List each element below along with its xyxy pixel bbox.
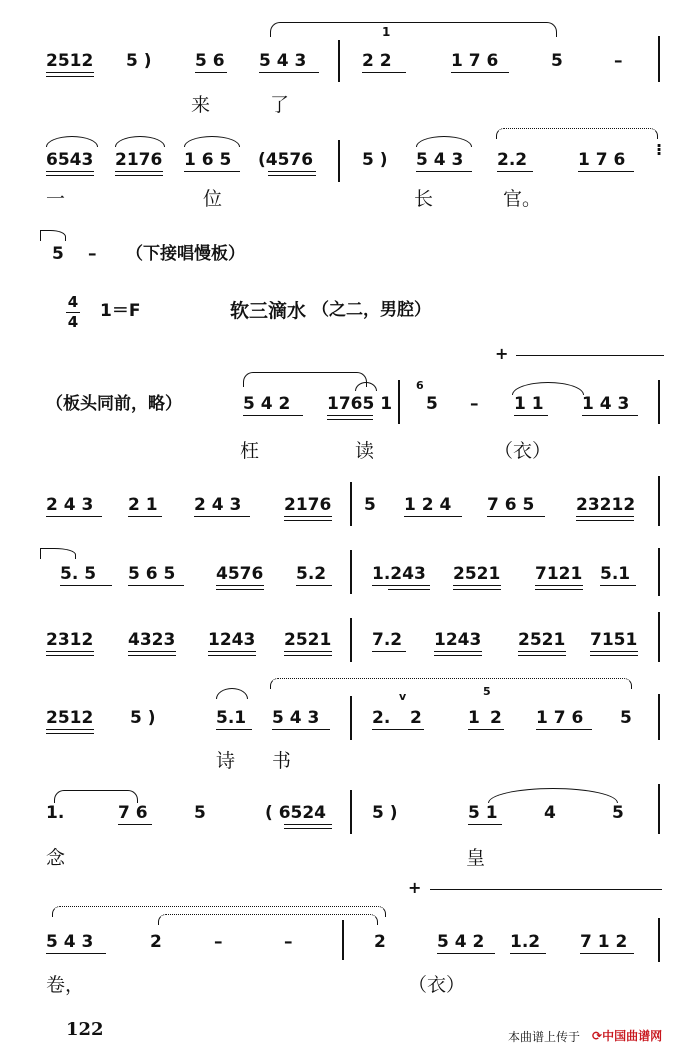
- underline: [243, 415, 303, 416]
- note-group: 5.1: [216, 708, 247, 728]
- barline: [658, 548, 660, 596]
- lyric: 一: [46, 188, 66, 210]
- note-group: 2521: [284, 630, 332, 650]
- underline: [536, 729, 592, 730]
- lyric: 卷，: [46, 974, 85, 996]
- note-group: 2512: [46, 51, 94, 71]
- note-group: 2: [410, 708, 422, 728]
- phrase-dotted-slur: [158, 914, 378, 925]
- note-group: 5 ): [372, 803, 398, 823]
- underline: [518, 651, 566, 652]
- underline: [128, 651, 176, 652]
- underline: [497, 171, 533, 172]
- phrase-dotted-slur: [270, 678, 632, 689]
- underline: [580, 953, 634, 954]
- underline: [208, 651, 256, 652]
- note-group: –: [470, 394, 479, 414]
- underline: [590, 651, 638, 652]
- extension-line: [516, 355, 664, 356]
- grace-note: 1: [382, 25, 391, 39]
- note-group: 5 4 3: [259, 51, 307, 71]
- barline: [658, 380, 660, 424]
- note-group: 2176: [115, 150, 163, 170]
- underline: [208, 655, 256, 656]
- barline: [398, 380, 400, 424]
- underline: [268, 171, 316, 172]
- barline: [658, 918, 660, 962]
- note-group: 23212: [576, 495, 636, 515]
- lyric: 念: [46, 847, 66, 869]
- underline: [115, 175, 163, 176]
- lyric: 位: [203, 188, 223, 210]
- slur: [216, 688, 248, 699]
- lyric: 枉: [240, 440, 260, 462]
- phrase-slur: [243, 372, 367, 387]
- note-group: 1765 1: [327, 394, 393, 414]
- barline: [350, 790, 352, 834]
- barline: [350, 482, 352, 526]
- underline: [46, 171, 94, 172]
- note-group: 5 4 3: [416, 150, 464, 170]
- slur: [40, 548, 76, 559]
- note-group: 2 1: [128, 495, 158, 515]
- underline: [451, 72, 509, 73]
- underline: [60, 585, 112, 586]
- underline: [453, 585, 501, 586]
- logo-icon: ⟳: [592, 1029, 603, 1043]
- dotted-bar: ⁝: [656, 140, 663, 159]
- site-logo: [592, 1027, 662, 1044]
- underline: [535, 585, 583, 586]
- underline: [46, 72, 94, 73]
- barline: [338, 140, 340, 182]
- lyric: 诗: [216, 750, 236, 772]
- note-group: 2176: [284, 495, 332, 515]
- underline: [535, 589, 583, 590]
- slur: [184, 136, 240, 147]
- note-group: 5 1: [468, 803, 498, 823]
- underline: [128, 516, 162, 517]
- note-group: 1 2 4: [404, 495, 452, 515]
- barline: [342, 920, 344, 960]
- underline: [327, 419, 373, 420]
- note-group: 1 7 6: [578, 150, 626, 170]
- barline: [658, 784, 660, 834]
- underline: [514, 415, 548, 416]
- underline: [284, 828, 332, 829]
- phrase-dotted-slur: [496, 128, 658, 139]
- slur: [40, 230, 66, 241]
- note-group: 1: [468, 708, 480, 728]
- note-group: 5 4 2: [243, 394, 291, 414]
- grace-note: 6: [416, 379, 424, 392]
- slur: [115, 136, 165, 147]
- note-group: 2: [374, 932, 386, 952]
- underline: [216, 585, 264, 586]
- note-group: 5 6 5: [128, 564, 176, 584]
- slur: [416, 136, 472, 147]
- underline: [372, 651, 406, 652]
- underline: [184, 171, 240, 172]
- note-group: 2 4 3: [46, 495, 94, 515]
- underline: [46, 76, 94, 77]
- underline: [195, 72, 227, 73]
- slur: [488, 788, 618, 803]
- underline: [434, 655, 482, 656]
- underline: [284, 651, 332, 652]
- note-group: 4576: [216, 564, 264, 584]
- underline: [416, 171, 472, 172]
- note-group: 5: [364, 495, 376, 515]
- underline: [268, 175, 316, 176]
- underline: [510, 953, 546, 954]
- underline: [404, 516, 462, 517]
- note-group: 5.1: [600, 564, 631, 584]
- barline: [658, 694, 660, 740]
- underline: [576, 516, 634, 517]
- underline: [437, 953, 495, 954]
- note-group: (4576: [258, 150, 314, 170]
- phrase-slur: [270, 22, 557, 37]
- note-group: 5 ): [130, 708, 156, 728]
- underline: [518, 655, 566, 656]
- underline: [46, 516, 102, 517]
- phrase-slur: [54, 790, 138, 803]
- note-group: 1 1: [514, 394, 544, 414]
- underline: [46, 651, 94, 652]
- note-group: 2.2: [497, 150, 528, 170]
- underline: [115, 171, 163, 172]
- underline: [46, 655, 94, 656]
- note-group: 1.2: [510, 932, 541, 952]
- underline: [453, 589, 501, 590]
- logo-text: 中国曲谱网: [602, 1029, 663, 1043]
- lyric: 书: [272, 750, 292, 772]
- lyric: 长: [414, 188, 434, 210]
- key-signature: 1＝F: [100, 301, 141, 321]
- underline: [46, 733, 94, 734]
- note-group: 1 7 6: [451, 51, 499, 71]
- lyric: （衣）: [494, 440, 552, 462]
- lyric: 了: [270, 94, 290, 116]
- footer-text: 本曲谱上传于: [508, 1030, 581, 1044]
- note-group: 7.2: [372, 630, 403, 650]
- intro-note: （板头同前，略）: [46, 394, 182, 414]
- note-group: 5 4 2: [437, 932, 485, 952]
- lyric: 皇: [466, 847, 486, 869]
- underline: [362, 72, 406, 73]
- underline: [194, 516, 250, 517]
- piece-subtitle: （之二，男腔）: [312, 300, 431, 320]
- barline: [350, 618, 352, 662]
- meter-bottom: 4: [67, 313, 79, 331]
- barline: [338, 40, 340, 82]
- lyric: 读: [355, 440, 375, 462]
- note-group: 6543: [46, 150, 94, 170]
- barline: [350, 696, 352, 740]
- note-group: 5 ): [126, 51, 152, 71]
- note-group: –: [214, 932, 223, 952]
- lyric: 来: [191, 94, 211, 116]
- underline: [582, 415, 638, 416]
- note-group: 5: [52, 244, 64, 264]
- barline: [350, 550, 352, 594]
- note-group: –: [88, 244, 97, 264]
- note-group: 1 4 3: [582, 394, 630, 414]
- note-group: 7151: [590, 630, 638, 650]
- slur: [355, 382, 377, 391]
- note-group: 7 1 2: [580, 932, 628, 952]
- note-group: 2.: [372, 708, 391, 728]
- underline: [296, 585, 332, 586]
- note-group: 5 ): [362, 150, 388, 170]
- underline: [327, 415, 373, 416]
- page-number: 122: [66, 1019, 104, 1040]
- note-group: 5 4 3: [272, 708, 320, 728]
- underline: [46, 953, 106, 954]
- lyric: 官。: [503, 188, 542, 210]
- underline: [272, 729, 330, 730]
- underline: [284, 655, 332, 656]
- note-group: 7 6 5: [487, 495, 535, 515]
- time-signature: [66, 295, 80, 330]
- note-group: 5 4 3: [46, 932, 94, 952]
- note-group: 5: [426, 394, 438, 414]
- underline: [284, 516, 332, 517]
- barline: [658, 476, 660, 526]
- note-group: 1.243: [372, 564, 426, 584]
- note-group: 1 7 6: [536, 708, 584, 728]
- underline: [468, 729, 504, 730]
- note-group: 2512: [46, 708, 94, 728]
- underline: [284, 824, 332, 825]
- barline: [658, 612, 660, 662]
- note-group: 4323: [128, 630, 176, 650]
- note-group: 2: [150, 932, 162, 952]
- underline: [600, 585, 636, 586]
- barline: [658, 36, 660, 82]
- underline: [128, 655, 176, 656]
- underline: [284, 520, 332, 521]
- underline: [388, 589, 430, 590]
- note-group: 1 6 5: [184, 150, 232, 170]
- underline: [216, 589, 264, 590]
- underline: [259, 72, 319, 73]
- note-group: –: [614, 51, 623, 71]
- note-group: 7121: [535, 564, 583, 584]
- grace-note: 5: [483, 685, 491, 698]
- note-group: 5: [194, 803, 206, 823]
- continuation-note: （下接唱慢板）: [126, 244, 245, 264]
- breath-mark: v: [399, 690, 407, 703]
- underline: [216, 729, 252, 730]
- underline: [372, 729, 424, 730]
- note-group: 1243: [434, 630, 482, 650]
- note-group: 2: [490, 708, 502, 728]
- note-group: 5.2: [296, 564, 327, 584]
- extension-line: [430, 889, 662, 890]
- underline: [372, 585, 430, 586]
- note-group: 2521: [518, 630, 566, 650]
- note-group: 1243: [208, 630, 256, 650]
- underline: [468, 824, 502, 825]
- note-group: 4: [544, 803, 556, 823]
- note-group: –: [284, 932, 293, 952]
- note-group: 5: [612, 803, 624, 823]
- plus-mark: +: [495, 344, 509, 363]
- plus-mark: +: [408, 878, 422, 897]
- underline: [434, 651, 482, 652]
- underline: [128, 585, 184, 586]
- note-group: 5: [620, 708, 632, 728]
- underline: [578, 171, 634, 172]
- note-group: 5. 5: [60, 564, 97, 584]
- note-group: 2312: [46, 630, 94, 650]
- note-group: 2521: [453, 564, 501, 584]
- underline: [487, 516, 545, 517]
- note-group: 2 2: [362, 51, 392, 71]
- note-group: 7 6: [118, 803, 148, 823]
- underline: [590, 655, 638, 656]
- meter-top: 4: [67, 293, 79, 311]
- piece-title: 软三滴水: [230, 300, 307, 322]
- note-group: 1.: [46, 803, 65, 823]
- note-group: 5 6: [195, 51, 225, 71]
- note-group: 2 4 3: [194, 495, 242, 515]
- note-group: ( 6524: [265, 803, 327, 823]
- underline: [46, 729, 94, 730]
- slur: [46, 136, 98, 147]
- underline: [46, 175, 94, 176]
- lyric: （衣）: [408, 974, 466, 996]
- note-group: 5: [551, 51, 563, 71]
- underline: [118, 824, 152, 825]
- underline: [576, 520, 634, 521]
